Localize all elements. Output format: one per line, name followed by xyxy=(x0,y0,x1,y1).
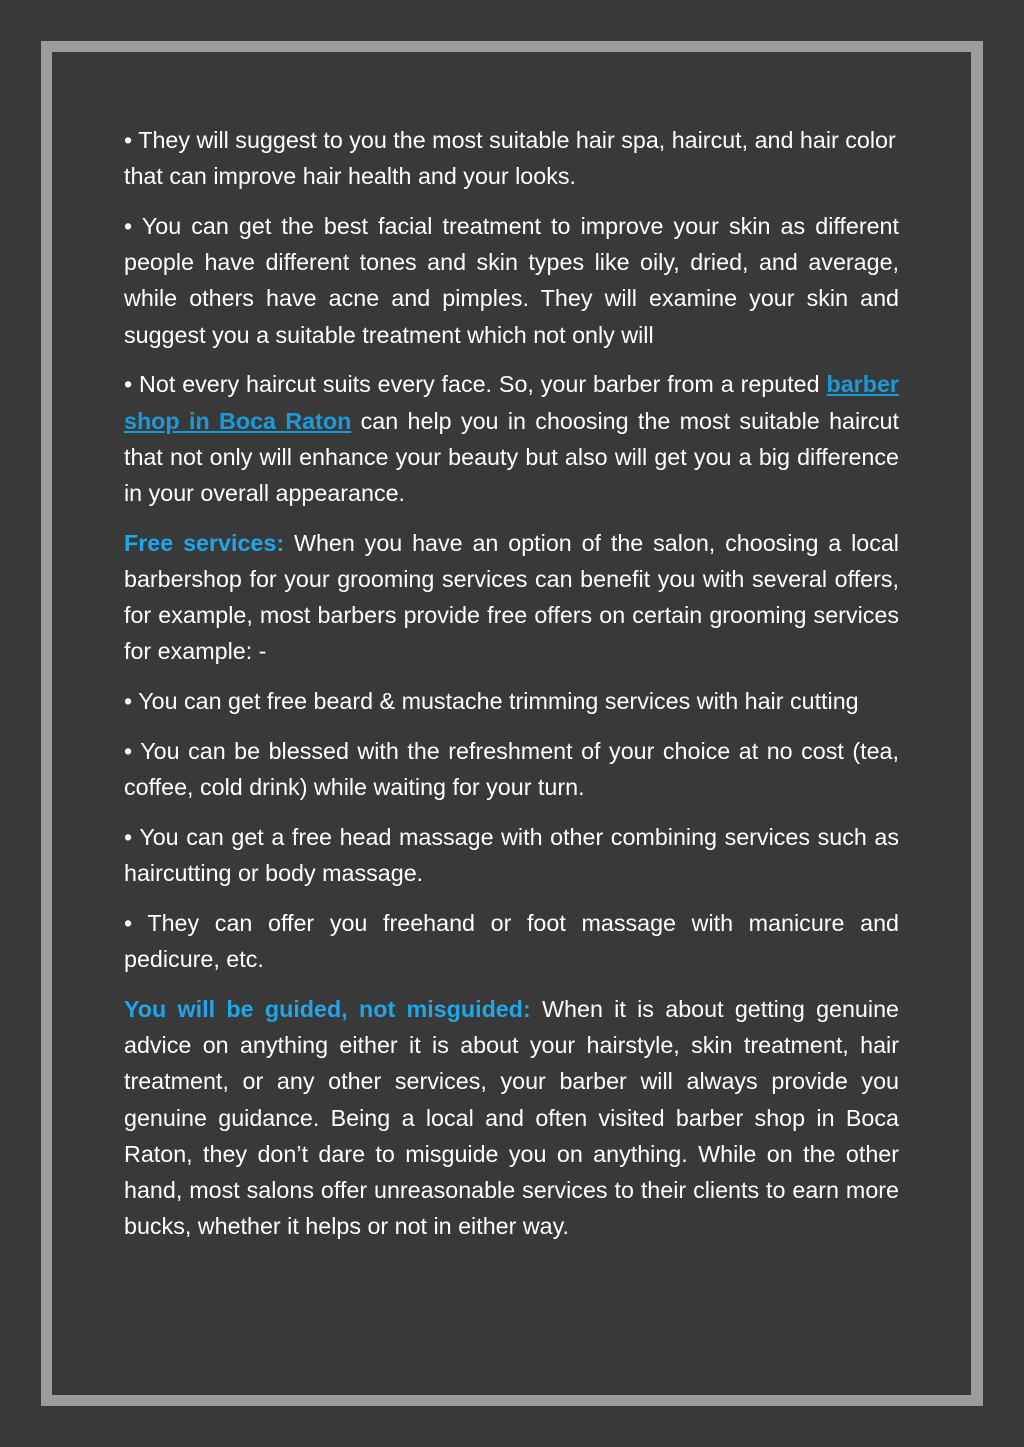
list-item-head-massage: • You can get a free head massage with other combining services such as haircutting or body massage. xyxy=(124,824,899,887)
paragraph-free-services xyxy=(124,525,899,670)
paragraph-guidance xyxy=(124,991,899,1244)
paragraph-haircut-choice xyxy=(124,366,899,511)
barber-shop-boca-raton-link[interactable]: barber shop in Boca Raton xyxy=(124,371,899,434)
paragraph-haircut-text-end: can help you in choosing the most suitable haircut that not only will enhance your beauty but also will get you a big difference in your overall appearance. xyxy=(124,407,899,507)
list-item-refreshment: • You can be blessed with the refreshment of your choice at no cost (tea, coffee, cold drink) while waiting for your turn. xyxy=(124,738,899,801)
list-item-beard-trimming: • You can get free beard & mustache trimming services with hair cutting xyxy=(124,688,859,715)
paragraph-facial-treatment: • You can get the best facial treatment to improve your skin as different people have different tones and skin types like oily, dried, and average, while others have acne and pimples. They will examine your skin and suggest you a suitable treatment which not only will xyxy=(124,213,899,348)
guidance-text: When it is about getting genuine advice on anything either it is about your hairstyle, skin treatment, hair treatment, or any other services, your barber will always provide you genuine guidance. Being a local and often visited barber shop in Boca Raton, they don’t dare to misguide you on anything. While on the other hand, most salons offer unreasonable services to their clients to earn more bucks, whether it helps or not in either way. xyxy=(124,996,899,1240)
free-services-text: When you have an option of the salon, choosing a local barbershop for your grooming services can benefit you with several offers, for example, most barbers provide free offers on certain grooming services for example: - xyxy=(124,529,899,665)
guidance-heading: You will be guided, not misguided: xyxy=(124,996,531,1023)
list-item-foot-massage: • They can offer you freehand or foot massage with manicure and pedicure, etc. xyxy=(124,910,899,973)
free-services-heading: Free services: xyxy=(124,529,285,556)
paragraph-haircut-text-start: • Not every haircut suits every face. So, your barber from a reputed xyxy=(124,371,827,398)
document-body xyxy=(124,122,899,1258)
paragraph-hair-suggestion: • They will suggest to you the most suitable hair spa, haircut, and hair color that can improve hair health and your looks. xyxy=(124,127,896,190)
